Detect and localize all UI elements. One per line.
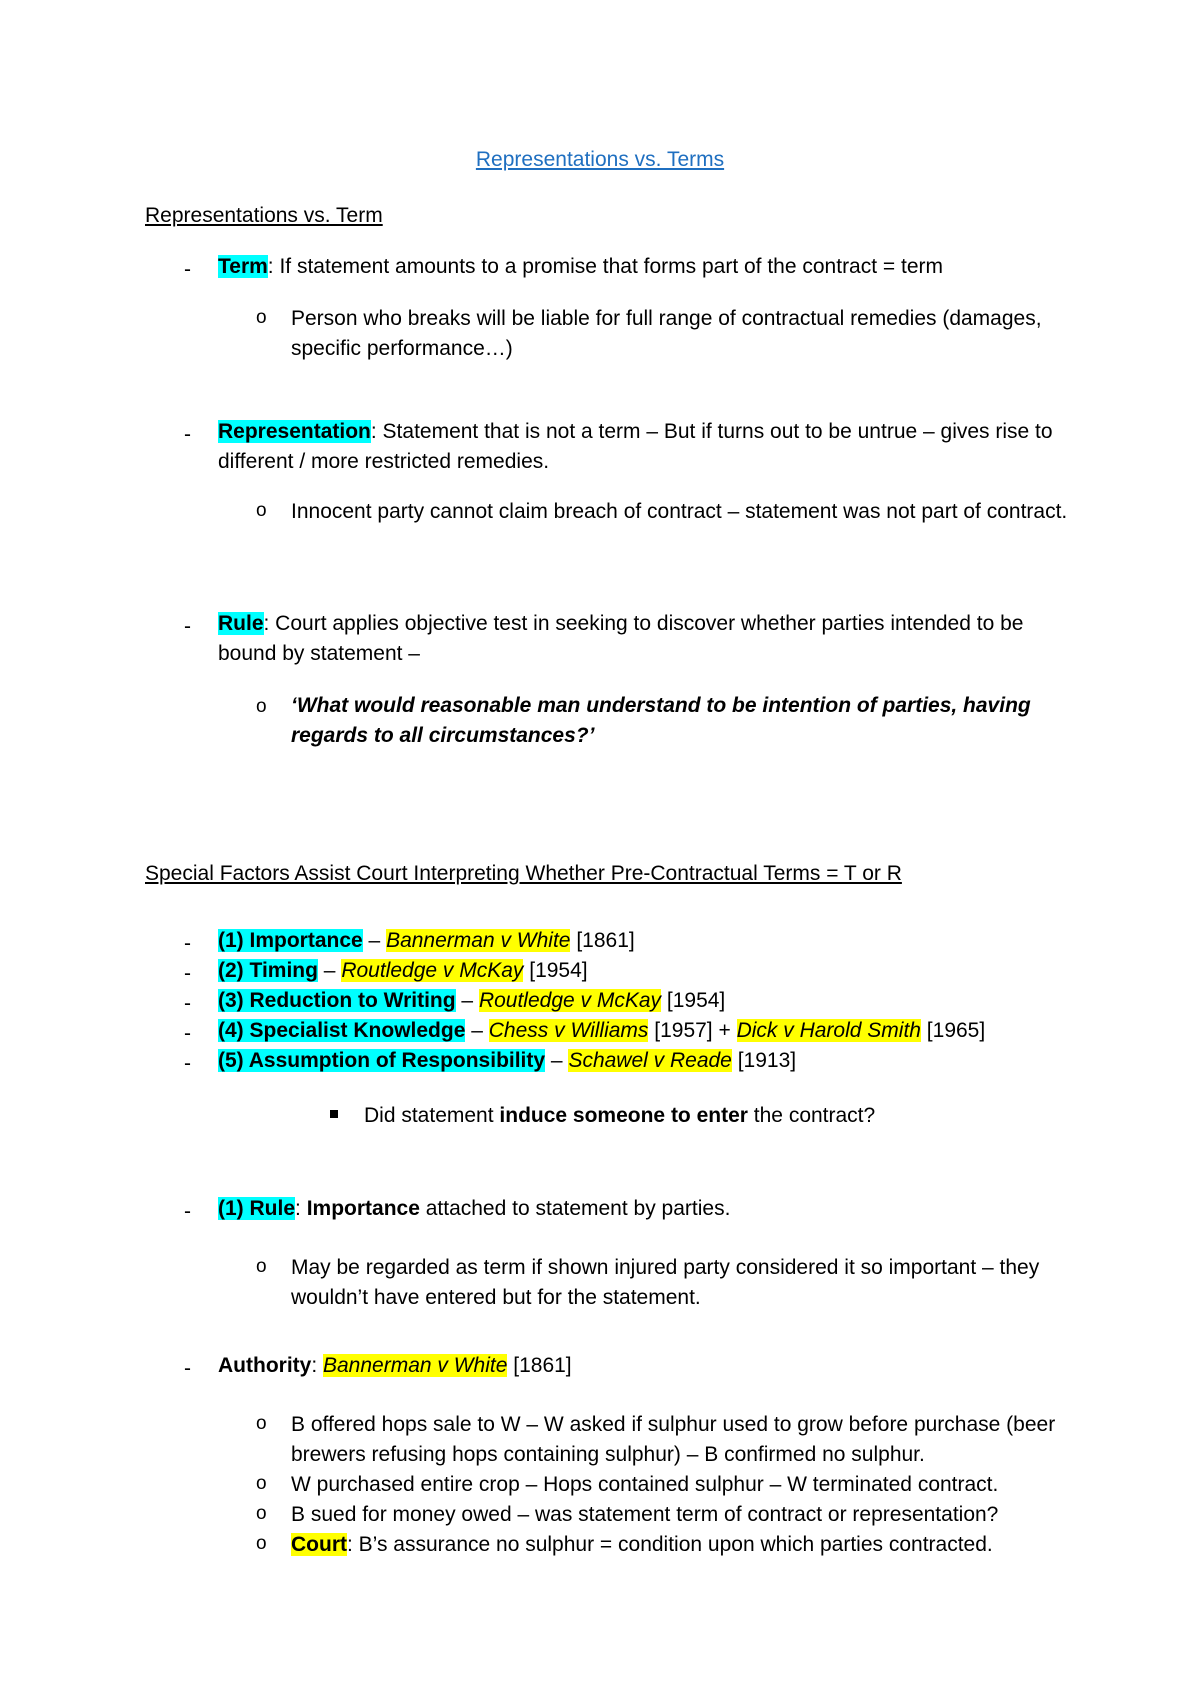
- authority-label: Authority: [218, 1354, 312, 1377]
- dash-bullet: -: [184, 962, 191, 985]
- question-text-end: the contract?: [747, 1104, 876, 1127]
- dash-bullet: -: [184, 258, 191, 281]
- question-bold: induce someone to enter: [499, 1104, 748, 1127]
- court-label: Court: [291, 1533, 347, 1556]
- representation-text: : Statement that is not a term – But if turns out to be untrue – gives rise to different / more restricted remedies.: [218, 420, 1053, 473]
- representation-line: [218, 417, 1078, 477]
- fact-item: W purchased entire crop – Hops contained sulphur – W terminated contract.: [291, 1473, 999, 1496]
- circle-bullet: o: [256, 1473, 267, 1494]
- dash-bullet: -: [184, 423, 191, 446]
- page-title: Representations vs. Terms: [475, 148, 725, 171]
- factor-case: Bannerman v White: [386, 929, 571, 952]
- importance-rule-text: attached to statement by parties.: [419, 1197, 731, 1220]
- rule-quote: ‘What would reasonable man understand to be intention of parties, having regards to all circumstances?’: [291, 694, 1031, 747]
- term-sub: Person who breaks will be liable for full range of contractual remedies (damages, specific performance…): [291, 307, 1042, 360]
- factor-year: [1957] +: [648, 1019, 737, 1042]
- fact-item: B sued for money owed – was statement term of contract or representation?: [291, 1503, 999, 1526]
- section-heading-representations: Representations vs. Term: [145, 204, 383, 227]
- inducement-question: [364, 1101, 1124, 1131]
- rule-text: : Court applies objective test in seeking to discover whether parties intended to be bound by statement –: [218, 612, 1024, 665]
- authority-year: [1861]: [507, 1354, 572, 1377]
- factor-item: [218, 926, 1078, 956]
- dash-bullet: -: [184, 1200, 191, 1223]
- rule-label: Rule: [218, 612, 264, 635]
- importance-rule-line: (1) Rule: Importance attached to statement by parties.: [218, 1197, 731, 1220]
- factor-label: (5) Assumption of Responsibility: [218, 1049, 546, 1072]
- circle-bullet: o: [256, 696, 267, 717]
- factor-case-2: Dick v Harold Smith: [736, 1019, 921, 1042]
- factor-item: [218, 1016, 1078, 1046]
- importance-rule-label: (1) Rule: [218, 1197, 296, 1220]
- term-text: : If statement amounts to a promise that forms part of the contract = term: [267, 255, 944, 278]
- circle-bullet: o: [256, 500, 267, 521]
- factor-year: [1861]: [570, 929, 635, 952]
- factor-label: (4) Specialist Knowledge: [218, 1019, 466, 1042]
- dash-bullet: -: [184, 932, 191, 955]
- square-bullet-icon: [330, 1110, 338, 1118]
- factor-label: (1) Importance: [218, 929, 363, 952]
- rule-sub: [291, 691, 1091, 751]
- court-text: : B’s assurance no sulphur = condition upon which parties contracted.: [347, 1533, 993, 1556]
- factor-sep: –: [465, 1019, 489, 1042]
- importance-rule-sub: May be regarded as term if shown injured party considered it so important – they wouldn’t have entered but for the statement.: [291, 1256, 1040, 1309]
- circle-bullet: o: [256, 1533, 267, 1554]
- fact-item: B offered hops sale to W – W asked if sulphur used to grow before purchase (beer brewers refusing hops containing sulphur) – B confirmed no sulphur.: [291, 1413, 1056, 1466]
- importance-word: Importance: [306, 1197, 420, 1220]
- dash-bullet: -: [184, 992, 191, 1015]
- factor-sep: –: [317, 959, 342, 982]
- term-label: Term: [218, 255, 268, 278]
- factor-item: [218, 986, 1078, 1016]
- dash-bullet: -: [184, 1357, 191, 1380]
- factor-case: Chess v Williams: [488, 1019, 649, 1042]
- section-heading-special-factors: Special Factors Assist Court Interpreting Whether Pre-Contractual Terms = T or R: [145, 862, 902, 885]
- dash-bullet: -: [184, 1022, 191, 1045]
- circle-bullet: o: [256, 1413, 267, 1434]
- factor-case: Schawel v Reade: [568, 1049, 732, 1072]
- dash-bullet: -: [184, 1052, 191, 1075]
- authority-case: Bannerman v White: [323, 1354, 508, 1377]
- factor-year: [1913]: [731, 1049, 797, 1072]
- factor-sep: –: [545, 1049, 569, 1072]
- authority-line: Authority: Bannerman v White [1861]: [218, 1354, 572, 1377]
- representation-label: Representation: [218, 420, 371, 443]
- factor-item: [218, 1046, 1078, 1076]
- factor-year: [1954]: [661, 989, 726, 1012]
- factor-year: [1954]: [523, 959, 588, 982]
- factor-case: Routledge v McKay: [478, 989, 662, 1012]
- circle-bullet: o: [256, 1503, 267, 1524]
- factor-case: Routledge v McKay: [341, 959, 524, 982]
- circle-bullet: o: [256, 307, 267, 328]
- factor-year-2: [1965]: [920, 1019, 986, 1042]
- factor-sep: –: [455, 989, 479, 1012]
- court-line: [291, 1530, 1091, 1560]
- factor-item: [218, 956, 1078, 986]
- factor-label: (2) Timing: [218, 959, 318, 982]
- rule-line: [218, 609, 1078, 669]
- representation-sub: Innocent party cannot claim breach of contract – statement was not part of contract.: [291, 500, 1068, 523]
- question-text: Did statement: [364, 1104, 500, 1127]
- term-line: [218, 252, 1078, 282]
- circle-bullet: o: [256, 1256, 267, 1277]
- factor-sep: –: [362, 929, 387, 952]
- dash-bullet: -: [184, 615, 191, 638]
- factor-label: (3) Reduction to Writing: [218, 989, 456, 1012]
